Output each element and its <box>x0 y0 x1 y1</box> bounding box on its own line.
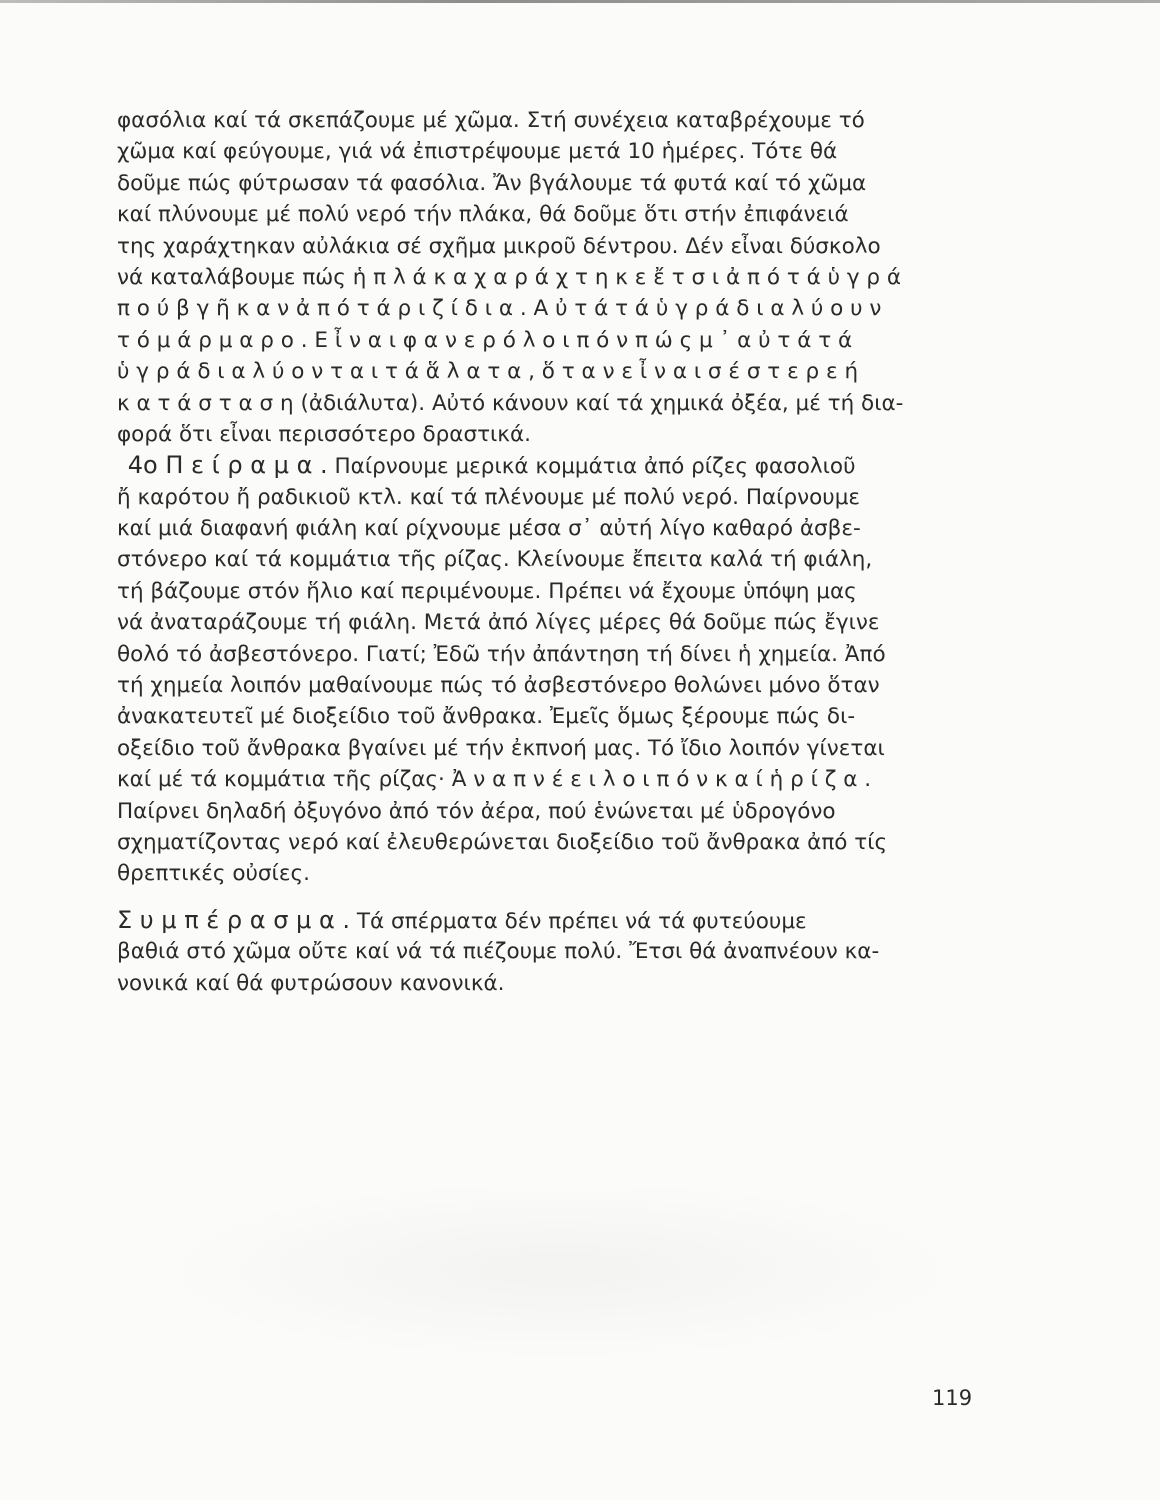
paragraph-experiment-3-end <box>117 105 977 450</box>
text-line: δοῦμε πώς φύτρωσαν τά φασόλια. Ἄν βγάλουμε τά φυτά καί τό χῶμα <box>117 170 867 196</box>
text-line: βαθιά στό χῶμα οὔτε καί νά τά πιέζουμε πολύ. Ἔτσι θά ἀναπνέουν κα- <box>117 939 880 965</box>
text-line: φορά ὅτι εἶναι περισσότερο δραστικά. <box>117 421 531 447</box>
text-line: κ α τ ά σ τ α σ η (ἀδιάλυτα). Αὐτό κάνουν καί τά χημικά ὀξέα, μέ τή δια- <box>117 390 904 416</box>
text-line: τ ό μ ά ρ μ α ρ ο . Ε ἶ ν α ι φ α ν ε ρ ό λ ο ι π ό ν π ώ ς μ ᾽ α ὐ τ ά τ ά <box>117 327 853 353</box>
text-line: καί μέ τά κομμάτια τῆς ρίζας· Ἀ ν α π ν έ ε ι λ ο ι π ό ν κ α ί ἡ ρ ί ζ α . <box>117 767 872 793</box>
paragraph-gap <box>117 890 977 905</box>
text-segment: Παίρνουμε μερικά κομμάτια ἀπό ρίζες φασολιοῦ <box>334 454 856 480</box>
text-line: τή χημεία λοιπόν μαθαίνουμε πώς τό ἀσβεστόνερο θολώνει μόνο ὅταν <box>117 673 880 699</box>
paragraph-conclusion <box>117 905 977 999</box>
scan-top-edge <box>0 0 1160 3</box>
text-line: της χαράχτηκαν αὐλάκια σέ σχῆμα μικροῦ δέντρου. Δέν εἶναι δύσκολο <box>117 233 881 259</box>
text-line: ὑ γ ρ ά δ ι α λ ύ ο ν τ α ι τ ά ἅ λ α τ α , ὅ τ α ν ε ἶ ν α ι σ έ σ τ ε ρ ε ή <box>117 359 859 385</box>
text-line: τή βάζουμε στόν ἥλιο καί περιμένουμε. Πρέπει νά ἔχουμε ὑπόψη μας <box>117 578 857 604</box>
text-line <box>117 450 977 481</box>
text-line: ἤ καρότου ἤ ραδικιοῦ κτλ. καί τά πλένουμε μέ πολύ νερό. Παίρνουμε <box>117 484 860 510</box>
text-line: νονικά καί θά φυτρώσουν κανονικά. <box>117 970 505 996</box>
text-line: Παίρνει δηλαδή ὀξυγόνο ἀπό τόν ἀέρα, πού ἑνώνεται μέ ὑδρογόνο <box>117 798 836 824</box>
text-line: νά ἀναταράζουμε τή φιάλη. Μετά ἀπό λίγες μέρες θά δοῦμε πώς ἔγινε <box>117 610 880 636</box>
text-line: ἀνακατευτεῖ μέ διοξείδιο τοῦ ἄνθρακα. Ἐμεῖς ὅμως ξέρουμε πώς δι- <box>117 704 856 730</box>
page-number: 119 <box>932 1386 973 1410</box>
text-line: σχηματίζοντας νερό καί ἐλευθερώνεται διοξείδιο τοῦ ἄνθρακα ἀπό τίς <box>117 829 888 855</box>
page-body <box>117 105 977 999</box>
text-line: π ο ύ β γ ῆ κ α ν ἀ π ό τ ά ρ ι ζ ί δ ι α . Α ὐ τ ά τ ά ὑ γ ρ ά δ ι α λ ύ ο υ ν <box>117 296 882 322</box>
text-line: φασόλια καί τά σκεπάζουμε μέ χῶμα. Στή συνέχεια καταβρέχουμε τό <box>117 108 865 133</box>
paragraph-experiment-4 <box>117 450 977 889</box>
text-line: στόνερο καί τά κομμάτια τῆς ρίζας. Κλείνουμε ἔπειτα καλά τή φιάλη, <box>117 547 873 573</box>
text-line: χῶμα καί φεύγουμε, γιά νά ἐπιστρέψουμε μετά 10 ἡμέρες. Τότε θά <box>117 139 838 165</box>
text-line: νά καταλάβουμε πώς ἡ π λ ά κ α χ α ρ ά χ τ η κ ε ἔ τ σ ι ἀ π ό τ ά ὑ γ ρ ά <box>117 264 902 290</box>
text-line: θολό τό ἀσβεστόνερο. Γιατί; Ἐδῶ τήν ἀπάντηση τή δίνει ἡ χημεία. Ἀπό <box>117 641 886 667</box>
text-segment: Τά σπέρματα δέν πρέπει νά τά φυτεύουμε <box>356 908 807 934</box>
text-line <box>117 905 977 936</box>
text-line: θρεπτικές οὐσίες. <box>117 861 310 887</box>
bleed-through-shadow <box>150 1180 970 1360</box>
text-line: καί πλύνουμε μέ πολύ νερό τήν πλάκα, θά δοῦμε ὅτι στήν ἐπιφάνειά <box>117 202 849 228</box>
text-line: καί μιά διαφανή φιάλη καί ρίχνουμε μέσα σ᾽ αὐτή λίγο καθαρό ἀσβε- <box>117 516 861 542</box>
text-line: οξείδιο τοῦ ἄνθρακα βγαίνει μέ τήν ἐκπνοή μας. Τό ἴδιο λοιπόν γίνεται <box>117 735 885 761</box>
experiment-4-heading: 4ο Π ε ί ρ α μ α . <box>127 451 328 480</box>
conclusion-heading: Σ υ μ π έ ρ α σ μ α . <box>117 905 351 934</box>
